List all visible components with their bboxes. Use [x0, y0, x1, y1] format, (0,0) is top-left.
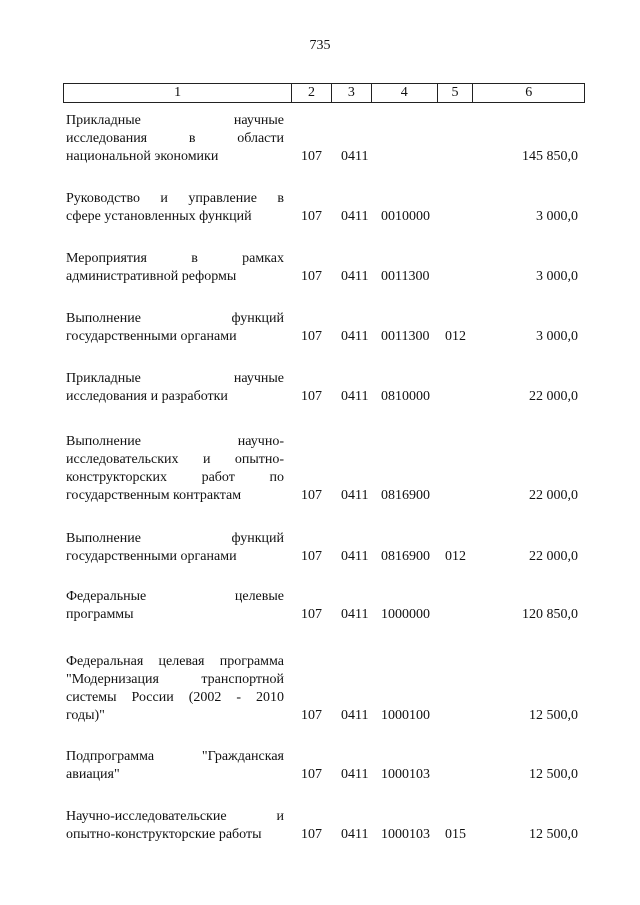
table-row: [66, 588, 586, 624]
amount: 120 850,0: [522, 607, 578, 622]
amount: 12 500,0: [529, 767, 578, 782]
table-row: [66, 250, 586, 286]
code-ministry: 107: [301, 149, 322, 164]
code-ministry: 107: [301, 488, 322, 503]
row-name-line: опытно-конструкторские работы: [66, 827, 262, 842]
code-section: 0411: [341, 767, 369, 782]
code-expense-type: 012: [445, 549, 466, 564]
header-col-3: 3: [332, 84, 372, 102]
table-row: [66, 370, 586, 406]
row-name-line: Мероприятия в рамках: [66, 251, 284, 266]
row-name: [66, 808, 284, 844]
row-name-line: Научно-исследовательские и: [66, 809, 284, 824]
amount: 3 000,0: [536, 269, 578, 284]
row-name-line: Федеральные целевые: [66, 589, 284, 604]
amount: 12 500,0: [529, 827, 578, 842]
table-row: [66, 808, 586, 844]
page-number: 735: [309, 38, 331, 53]
row-name: [66, 370, 284, 406]
code-ministry: 107: [301, 607, 322, 622]
row-name: [66, 250, 284, 286]
row-name-line: национальной экономики: [66, 149, 219, 164]
row-name-line: авиация": [66, 767, 120, 782]
table-row: [66, 748, 586, 784]
row-name: [66, 653, 284, 725]
header-col-4: 4: [372, 84, 438, 102]
code-ministry: 107: [301, 767, 322, 782]
row-name-line: программы: [66, 607, 134, 622]
code-target: 0010000: [381, 209, 430, 224]
header-col-2: 2: [292, 84, 332, 102]
row-name-line: исследования в области: [66, 131, 284, 146]
table-row: [66, 112, 586, 166]
code-target: 0011300: [381, 329, 430, 344]
code-ministry: 107: [301, 389, 322, 404]
code-section: 0411: [341, 269, 369, 284]
row-name-line: сфере установленных функций: [66, 209, 252, 224]
code-section: 0411: [341, 607, 369, 622]
row-name: [66, 530, 284, 566]
header-col-1: 1: [64, 84, 292, 102]
code-target: 1000100: [381, 708, 430, 723]
amount: 22 000,0: [529, 549, 578, 564]
code-section: 0411: [341, 827, 369, 842]
table-row: [66, 530, 586, 566]
row-name-line: Выполнение функций: [66, 311, 284, 326]
code-target: 1000103: [381, 827, 430, 842]
code-target: 0816900: [381, 488, 430, 503]
code-section: 0411: [341, 708, 369, 723]
row-name-line: "Модернизация транспортной: [66, 672, 284, 687]
row-name-line: Прикладные научные: [66, 113, 284, 128]
row-name-line: Руководство и управление в: [66, 191, 284, 206]
row-name: [66, 190, 284, 226]
code-ministry: 107: [301, 708, 322, 723]
code-target: 1000000: [381, 607, 430, 622]
code-target: 0816900: [381, 549, 430, 564]
table-row: [66, 190, 586, 226]
row-name: [66, 310, 284, 346]
row-name-line: Федеральная целевая программа: [66, 654, 284, 669]
table-row: [66, 653, 586, 725]
code-section: 0411: [341, 488, 369, 503]
code-ministry: 107: [301, 549, 322, 564]
amount: 22 000,0: [529, 488, 578, 503]
code-section: 0411: [341, 209, 369, 224]
row-name-line: Выполнение научно-: [66, 434, 284, 449]
header-col-6: 6: [525, 85, 533, 100]
code-target: 0810000: [381, 389, 430, 404]
row-name-line: конструкторских работ по: [66, 470, 284, 485]
row-name-line: административной реформы: [66, 269, 237, 284]
row-name: [66, 588, 284, 624]
row-name-line: системы России (2002 - 2010: [66, 690, 284, 705]
row-name-line: исследовательских и опытно-: [66, 452, 284, 467]
code-section: 0411: [341, 389, 369, 404]
amount: 12 500,0: [529, 708, 578, 723]
row-name: [66, 433, 284, 505]
code-ministry: 107: [301, 827, 322, 842]
code-expense-type: 012: [445, 329, 466, 344]
row-name-line: Подпрограмма "Гражданская: [66, 749, 284, 764]
row-name-line: государственным контрактам: [66, 488, 242, 503]
code-section: 0411: [341, 149, 369, 164]
row-name-line: исследования и разработки: [66, 389, 228, 404]
row-name-line: годы)": [66, 708, 105, 723]
row-name-line: государственными органами: [66, 329, 237, 344]
header-col-5: 5: [438, 84, 474, 102]
table-row: [66, 433, 586, 505]
amount: 3 000,0: [536, 209, 578, 224]
code-section: 0411: [341, 329, 369, 344]
code-section: 0411: [341, 549, 369, 564]
row-name-line: Выполнение функций: [66, 531, 284, 546]
code-ministry: 107: [301, 269, 322, 284]
row-name: [66, 112, 284, 166]
table-row: [66, 310, 586, 346]
code-ministry: 107: [301, 329, 322, 344]
amount: 145 850,0: [522, 149, 578, 164]
code-ministry: 107: [301, 209, 322, 224]
table-header: [63, 83, 585, 103]
code-target: 0011300: [381, 269, 430, 284]
row-name-line: государственными органами: [66, 549, 237, 564]
code-target: 1000103: [381, 767, 430, 782]
row-name-line: Прикладные научные: [66, 371, 284, 386]
amount: 22 000,0: [529, 389, 578, 404]
code-expense-type: 015: [445, 827, 466, 842]
row-name: [66, 748, 284, 784]
amount: 3 000,0: [536, 329, 578, 344]
